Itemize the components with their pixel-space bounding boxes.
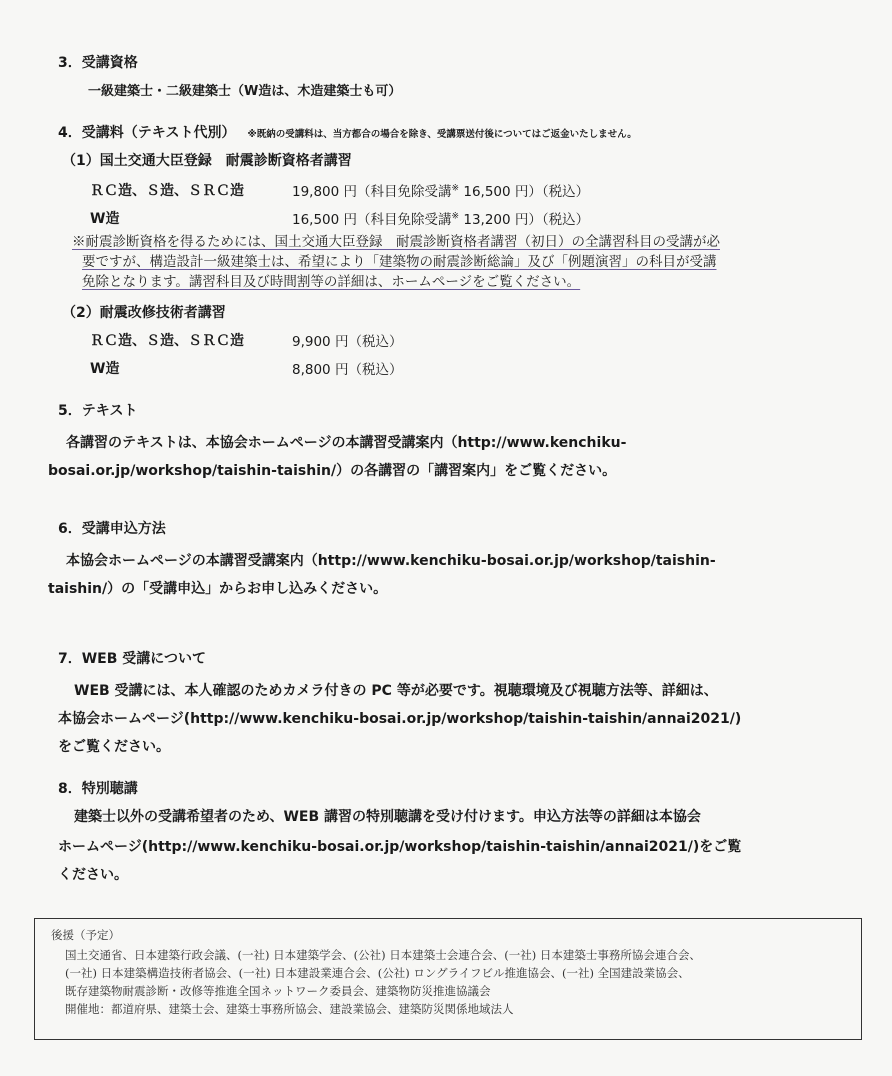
qualification-note-line: 要ですが、構造設計一級建築士は、希望により「建築物の耐震診断総論」及び「例題演習」の科目が受講	[82, 254, 717, 270]
refund-note: ※既納の受講料は、当方都合の場合を除き、受講票送付後についてはご返金いたしません。	[247, 129, 637, 140]
sub1-row-mark: ※	[451, 183, 460, 194]
sub2-title: （2）耐震改修技術者講習	[62, 305, 226, 321]
sub1-row-exempt-b: 13,200 円）（税込）	[459, 212, 590, 228]
sub1-title: （1）国土交通大臣登録 耐震診断資格者講習	[62, 153, 352, 169]
qualification-note-line: 免除となります。講習科目及び時間割等の詳細は、ホームページをご覧ください。	[82, 274, 581, 290]
section-6-line: taishin/）の「受講申込」からお申し込みください。	[48, 581, 388, 597]
section-4-header	[58, 122, 637, 142]
sub1-row-exempt-b: 16,500 円）（税込）	[459, 184, 590, 200]
section-5-line: bosai.or.jp/workshop/taishin-taishin/）の各講習の「講習案内」をご覧ください。	[48, 463, 617, 479]
section-7-line: 本協会ホームページ(http://www.kenchiku-bosai.or.jp/workshop/taishin-taishin/annai2021/)	[58, 711, 742, 727]
sub1-row-mark: ※	[451, 211, 460, 222]
sub1-row-label: W造	[90, 211, 120, 227]
sub2-row-price: 8,800 円（税込）	[292, 362, 403, 378]
qualification-note	[72, 232, 852, 292]
sub2-row-price: 9,900 円（税込）	[292, 334, 403, 350]
section-5-line: 各講習のテキストは、本協会ホームページの本講習受講案内（http://www.kenchiku-	[66, 435, 627, 451]
sub2-row-label: ＲＣ造、Ｓ造、ＳＲＣ造	[90, 333, 244, 349]
section-5-heading: 5．テキスト	[58, 403, 138, 419]
sub1-row-exempt-a: （科目免除受講	[357, 184, 452, 200]
sub1-row-label: ＲＣ造、Ｓ造、ＳＲＣ造	[90, 183, 244, 199]
sub2-row-label: W造	[90, 361, 120, 377]
section-7-line: をご覧ください。	[58, 739, 170, 755]
support-line: 国土交通省、日本建築行政会議、(一社) 日本建築学会、(公社) 日本建築士会連合会、(一社) 日本建築士事務所協会連合会、	[65, 948, 701, 962]
support-line: (一社) 日本建築構造技術者協会、(一社) 日本建設業連合会、(公社) ロングライフビル推進協会、(一社) 全国建設業協会、	[65, 966, 690, 980]
section-8-line: 建築士以外の受講希望者のため、WEB 講習の特別聴講を受け付けます。申込方法等の詳細は本協会	[74, 809, 701, 825]
sub1-row-price: 16,500 円	[292, 212, 358, 228]
section-8-line: ください。	[58, 867, 128, 883]
qualification-note-line: ※耐震診断資格を得るためには、国土交通大臣登録 耐震診断資格者講習（初日）の全講習科目の受講が必	[72, 234, 720, 250]
section-4-heading: 4．受講料（テキスト代別）	[58, 125, 236, 141]
section-6-line: 本協会ホームページの本講習受講案内（http://www.kenchiku-bosai.or.jp/workshop/taishin-	[66, 553, 716, 569]
sub1-row-price: 19,800 円	[292, 184, 358, 200]
section-8-heading: 8．特別聴講	[58, 781, 138, 797]
section-7-line: WEB 受講には、本人確認のためカメラ付きの PC 等が必要です。視聴環境及び視聴方法等、詳細は、	[74, 683, 718, 699]
section-7-heading: 7．WEB 受講について	[58, 651, 207, 667]
section-3-heading: 3．受講資格	[58, 55, 138, 71]
sub1-row-exempt-a: （科目免除受講	[357, 212, 452, 228]
venue-line: 開催地：都道府県、建築士会、建築士事務所協会、建設業協会、建築防災関係地域法人	[65, 1002, 514, 1016]
support-title: 後援（予定）	[51, 928, 120, 942]
sub1-row-prices	[292, 208, 589, 228]
support-box	[34, 918, 862, 1040]
section-6-heading: 6．受講申込方法	[58, 521, 166, 537]
support-line: 既存建築物耐震診断・改修等推進全国ネットワーク委員会、建築物防災推進協議会	[65, 984, 491, 998]
section-8-line: ホームページ(http://www.kenchiku-bosai.or.jp/workshop/taishin-taishin/annai2021/)をご覧	[58, 839, 742, 855]
sub1-row-prices	[292, 180, 589, 200]
section-3-body: 一級建築士・二級建築士（W造は、木造建築士も可）	[88, 84, 402, 99]
